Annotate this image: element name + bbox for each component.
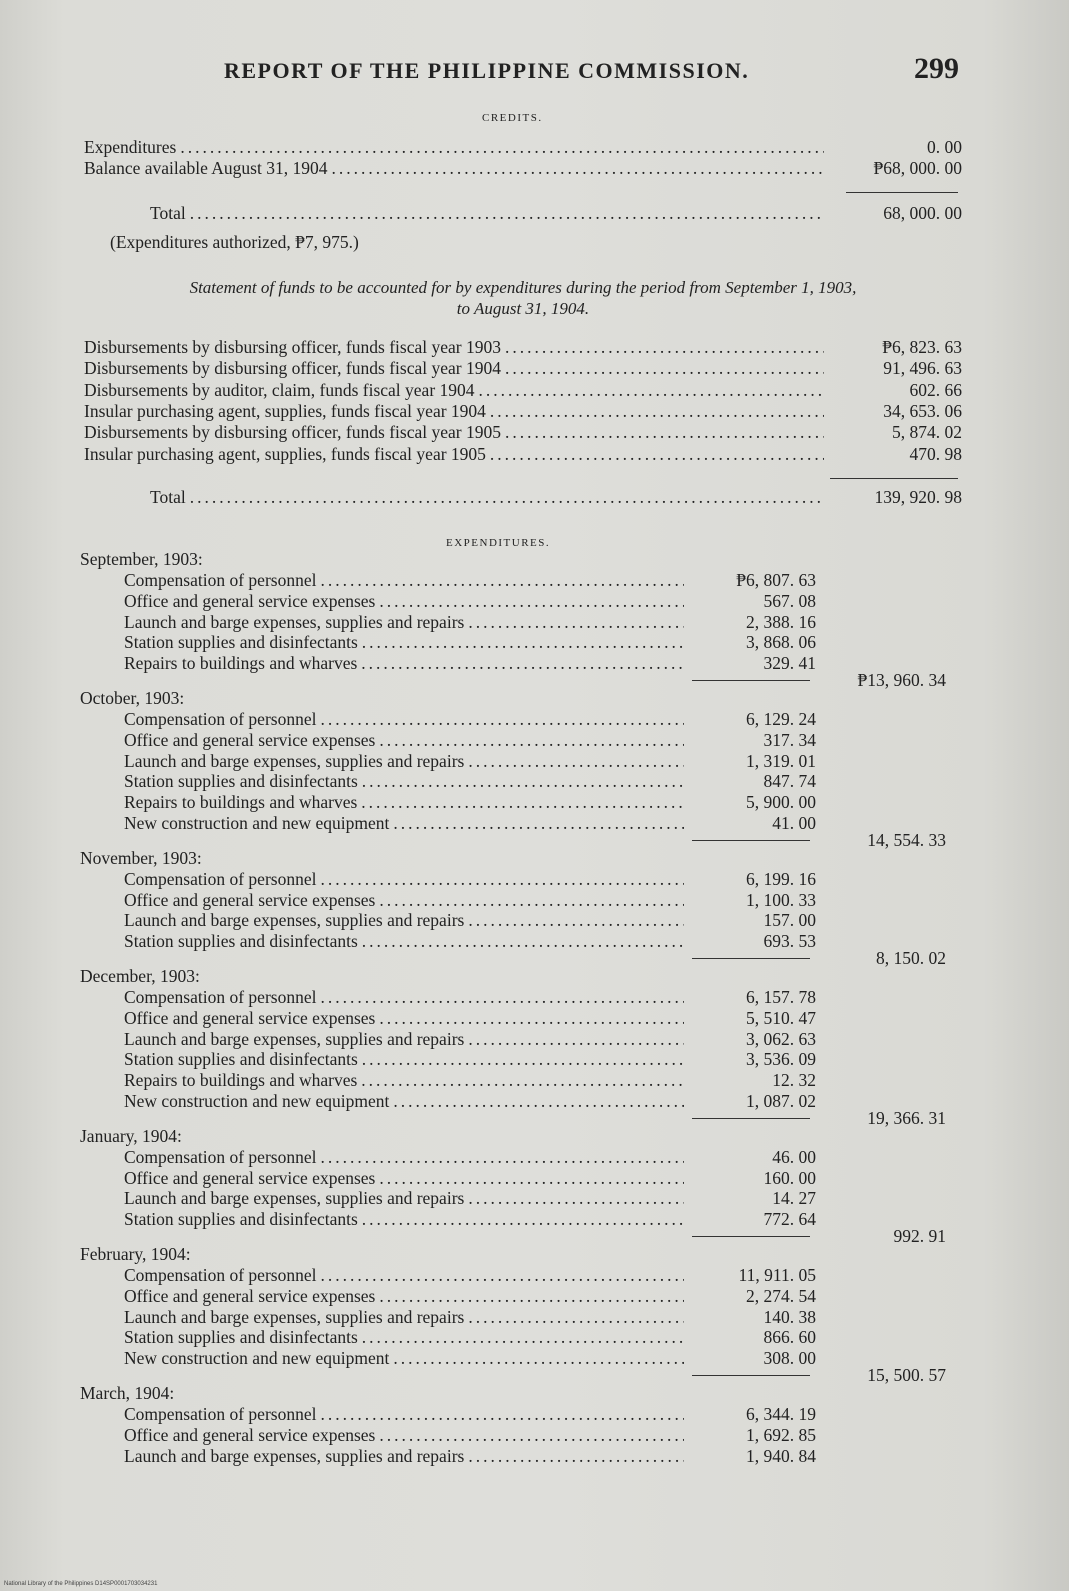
- expense-row: [124, 730, 816, 751]
- credit-label: Expenditures: [84, 137, 177, 157]
- item-label: Office and general service expenses: [124, 729, 376, 750]
- item-label: Compensation of personnel: [124, 1146, 317, 1167]
- item-label: Insular purchasing agent, supplies, funds fiscal year 1904: [84, 400, 486, 421]
- expense-row: [124, 653, 816, 674]
- item-value: 329. 41: [763, 653, 816, 674]
- subtotal-rule: [692, 680, 810, 681]
- item-label: Station supplies and disinfectants: [124, 771, 358, 792]
- credit-label: Balance available August 31, 1904: [84, 158, 328, 178]
- item-value: 34, 653. 06: [883, 400, 962, 421]
- item-label: Station supplies and disinfectants: [124, 1209, 358, 1230]
- item-value: 308. 00: [763, 1348, 816, 1369]
- item-label: Launch and barge expenses, supplies and repairs: [124, 750, 465, 771]
- statement-total-row: [150, 487, 962, 508]
- expense-row: [124, 1327, 816, 1348]
- item-value: 5, 874. 02: [892, 422, 962, 443]
- item-label: Disbursements by disbursing officer, funds fiscal year 1905: [84, 422, 501, 443]
- item-label: New construction and new equipment: [124, 1091, 390, 1111]
- subtotal-rule: [692, 840, 810, 841]
- item-value: 157. 00: [763, 910, 816, 931]
- item-value: 866. 60: [763, 1327, 816, 1348]
- item-value: 3, 868. 06: [746, 632, 816, 653]
- item-label: Compensation of personnel: [124, 1404, 317, 1424]
- credit-row: [84, 158, 962, 179]
- item-label: Compensation of personnel: [124, 868, 317, 889]
- credit-row: [84, 137, 962, 158]
- item-label: Repairs to buildings and wharves: [124, 1070, 358, 1091]
- expense-row: [124, 1446, 816, 1467]
- month-total: 15, 500. 57: [867, 1365, 946, 1385]
- item-value: 12. 32: [772, 1070, 816, 1091]
- item-value: 41. 00: [772, 813, 816, 833]
- item-value: 1, 100. 33: [746, 889, 816, 910]
- item-label: Launch and barge expenses, supplies and repairs: [124, 1445, 465, 1466]
- credits-total-value: 68, 000. 00: [883, 203, 962, 223]
- item-label: Compensation of personnel: [124, 570, 317, 590]
- expense-row: [124, 751, 816, 772]
- item-label: Launch and barge expenses, supplies and repairs: [124, 1028, 465, 1049]
- subtotal-rule: [692, 1236, 810, 1237]
- item-value: 2, 388. 16: [746, 611, 816, 632]
- expense-row: [124, 792, 816, 813]
- total-rule: [830, 478, 958, 479]
- item-label: Disbursements by disbursing officer, funds fiscal year 1904: [84, 358, 501, 379]
- item-label: Repairs to buildings and wharves: [124, 653, 358, 674]
- item-label: Office and general service expenses: [124, 1007, 376, 1028]
- expense-row: [124, 869, 816, 890]
- item-label: Station supplies and disinfectants: [124, 1049, 358, 1070]
- item-label: Office and general service expenses: [124, 1285, 376, 1306]
- item-label: Office and general service expenses: [124, 1167, 376, 1188]
- statement-row: [84, 422, 962, 443]
- month-total: 992. 91: [893, 1226, 946, 1246]
- item-value: 317. 34: [763, 729, 816, 750]
- item-label: Compensation of personnel: [124, 987, 317, 1007]
- expense-row: [124, 1168, 816, 1189]
- expense-row: [124, 1008, 816, 1029]
- statement-row: [84, 358, 962, 379]
- total-label: Total: [150, 487, 186, 507]
- credit-value: ₱68, 000. 00: [873, 158, 962, 178]
- item-value: 6, 157. 78: [746, 987, 816, 1007]
- item-value: 567. 08: [763, 590, 816, 611]
- month-heading: November, 1903:: [80, 847, 202, 868]
- total-label: Total: [150, 203, 186, 223]
- expense-row: [124, 1091, 816, 1112]
- month-heading: January, 1904:: [80, 1125, 182, 1146]
- item-value: 160. 00: [763, 1167, 816, 1188]
- running-title: REPORT OF THE PHILIPPINE COMMISSION.: [224, 58, 750, 83]
- item-value: 3, 062. 63: [746, 1028, 816, 1049]
- item-value: 772. 64: [763, 1209, 816, 1230]
- item-value: 140. 38: [763, 1306, 816, 1327]
- item-value: ₱6, 807. 63: [736, 570, 816, 590]
- subtotal-rule: [692, 1118, 810, 1119]
- item-value: 91, 496. 63: [883, 358, 962, 379]
- month-heading: December, 1903:: [80, 966, 200, 986]
- expense-row: [124, 632, 816, 653]
- expense-row: [124, 890, 816, 911]
- month-heading: September, 1903:: [80, 549, 203, 569]
- expense-row: [124, 931, 816, 952]
- item-value: 1, 087. 02: [746, 1091, 816, 1111]
- expense-row: [124, 709, 816, 730]
- expense-row: [124, 1049, 816, 1070]
- expense-row: [124, 1265, 816, 1286]
- item-label: Compensation of personnel: [124, 1265, 317, 1285]
- statement-row: [84, 444, 962, 465]
- subtotal-rule: [692, 1375, 810, 1376]
- item-value: 693. 53: [763, 931, 816, 952]
- page-header: [0, 52, 1069, 92]
- total-rule: [846, 192, 958, 193]
- item-label: New construction and new equipment: [124, 813, 390, 833]
- scan-footer: National Library of the Philippines D14SP0001703034231: [4, 1581, 158, 1587]
- item-label: Office and general service expenses: [124, 1424, 376, 1445]
- expense-row: [124, 1286, 816, 1307]
- month-total: 8, 150. 02: [876, 948, 946, 968]
- credit-value: 0. 00: [927, 137, 962, 157]
- expense-row: [124, 813, 816, 834]
- item-value: 470. 98: [909, 443, 962, 464]
- expense-row: [124, 1425, 816, 1446]
- item-value: 14. 27: [772, 1188, 816, 1209]
- item-value: 1, 940. 84: [746, 1445, 816, 1466]
- credits-caption: CREDITS.: [482, 112, 543, 124]
- item-value: 11, 911. 05: [738, 1265, 816, 1285]
- item-value: 6, 199. 16: [746, 868, 816, 889]
- expense-row: [124, 612, 816, 633]
- item-label: Station supplies and disinfectants: [124, 632, 358, 653]
- item-label: Launch and barge expenses, supplies and repairs: [124, 1306, 465, 1327]
- month-total: 19, 366. 31: [867, 1107, 946, 1128]
- statement-row: [84, 401, 962, 422]
- month-total: ₱13, 960. 34: [857, 670, 946, 690]
- expense-row: [124, 1404, 816, 1425]
- item-value: 6, 344. 19: [746, 1404, 816, 1424]
- item-value: 6, 129. 24: [746, 709, 816, 729]
- expense-row: [124, 1209, 816, 1230]
- credits-note: (Expenditures authorized, ₱7, 975.): [110, 232, 359, 252]
- statement-title: [84, 277, 962, 319]
- statement-title-line2: to August 31, 1904.: [456, 299, 590, 318]
- item-label: Insular purchasing agent, supplies, funds fiscal year 1905: [84, 443, 486, 464]
- expense-row: [124, 591, 816, 612]
- expense-row: [124, 1029, 816, 1050]
- expense-row: [124, 771, 816, 792]
- item-label: Launch and barge expenses, supplies and repairs: [124, 1188, 465, 1209]
- statement-row: [84, 380, 962, 401]
- expense-row: [124, 1348, 816, 1369]
- item-value: 3, 536. 09: [746, 1049, 816, 1070]
- item-label: Repairs to buildings and wharves: [124, 792, 358, 813]
- item-label: Launch and barge expenses, supplies and repairs: [124, 910, 465, 931]
- item-value: 602. 66: [909, 379, 962, 400]
- item-label: Station supplies and disinfectants: [124, 931, 358, 952]
- month-heading: March, 1904:: [80, 1383, 175, 1403]
- page-number: 299: [914, 52, 959, 85]
- expense-row: [124, 1188, 816, 1209]
- item-value: 847. 74: [763, 771, 816, 792]
- expenditures-caption: EXPENDITURES.: [446, 537, 551, 549]
- expense-row: [124, 1147, 816, 1168]
- subtotal-rule: [692, 958, 810, 959]
- expense-row: [124, 570, 816, 591]
- month-heading: October, 1903:: [80, 688, 185, 708]
- item-label: Compensation of personnel: [124, 709, 317, 729]
- credits-total-row: [150, 203, 962, 224]
- item-value: 1, 692. 85: [746, 1424, 816, 1445]
- item-label: Station supplies and disinfectants: [124, 1327, 358, 1348]
- expense-row: [124, 1070, 816, 1091]
- item-value: 5, 900. 00: [746, 792, 816, 813]
- expense-row: [124, 987, 816, 1008]
- item-value: 5, 510. 47: [746, 1007, 816, 1028]
- item-value: 2, 274. 54: [746, 1285, 816, 1306]
- month-heading: February, 1904:: [80, 1244, 191, 1264]
- expense-row: [124, 910, 816, 931]
- item-label: Launch and barge expenses, supplies and repairs: [124, 611, 465, 632]
- statement-row: [84, 337, 962, 358]
- item-label: Office and general service expenses: [124, 590, 376, 611]
- item-label: New construction and new equipment: [124, 1348, 390, 1369]
- expense-row: [124, 1307, 816, 1328]
- month-total: 14, 554. 33: [867, 829, 946, 850]
- item-value: ₱6, 823. 63: [882, 337, 962, 357]
- item-label: Office and general service expenses: [124, 889, 376, 910]
- item-label: Disbursements by disbursing officer, funds fiscal year 1903: [84, 337, 501, 357]
- item-value: 46. 00: [772, 1146, 816, 1167]
- statement-total-value: 139, 920. 98: [874, 487, 962, 507]
- statement-title-line1: Statement of funds to be accounted for by expenditures during the period from September 1, 1903,: [189, 278, 857, 297]
- item-label: Disbursements by auditor, claim, funds fiscal year 1904: [84, 379, 475, 400]
- item-value: 1, 319. 01: [746, 750, 816, 771]
